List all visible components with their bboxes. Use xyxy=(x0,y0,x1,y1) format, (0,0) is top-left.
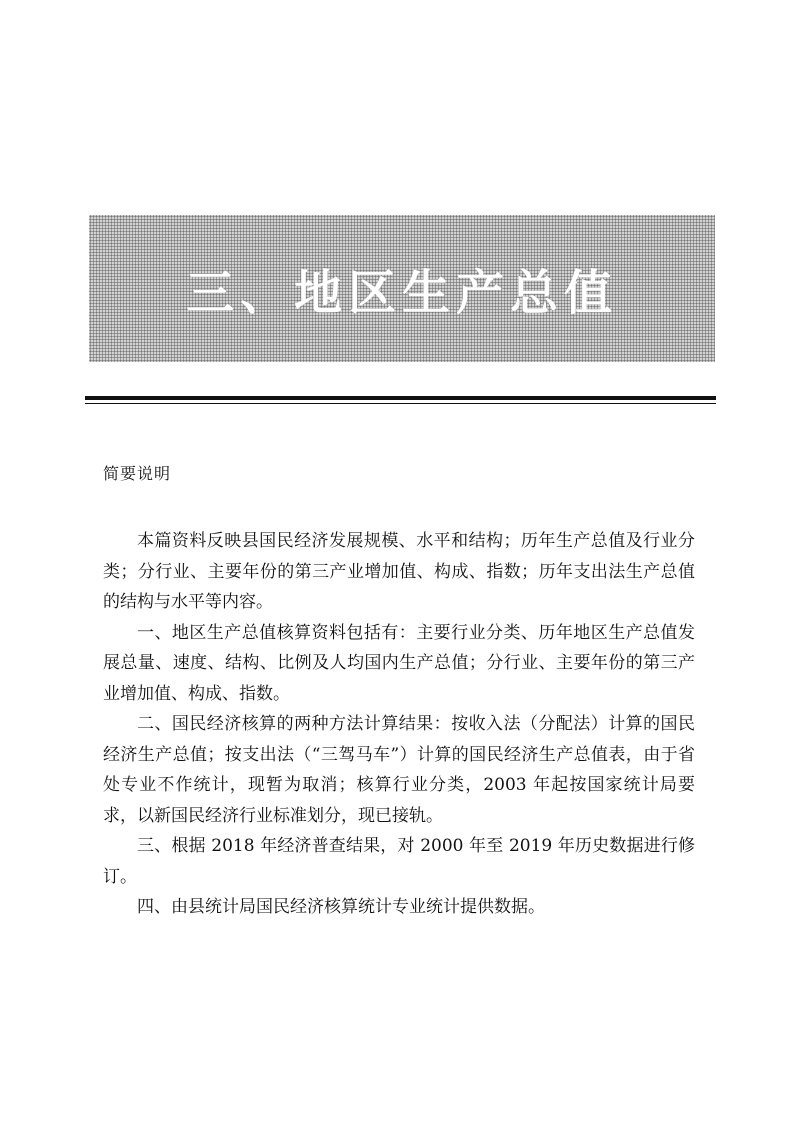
section-heading: 简要说明 xyxy=(103,464,172,483)
paragraph-4: 四、由县统计局国民经济核算统计专业统计提供数据。 xyxy=(137,897,545,917)
paragraph-1: 一、地区生产总值核算资料包括有：主要行业分类、历年地区生产总值发展总量、速度、结构、比例及人均国内生产总值；分行业、主要年份的第三产业增加值、构成、指数。 xyxy=(103,622,695,704)
paragraph-3: 三、根据 2018 年经济普查结果，对 2000 年至 2019 年历史数据进行修订。 xyxy=(103,836,695,887)
body-text xyxy=(103,526,695,923)
paragraph-2: 二、国民经济核算的两种方法计算结果：按收入法（分配法）计算的国民经济生产总值；按支出法（“三驾马车”）计算的国民经济生产总值表，由于省处专业不作统计，现暂为取消；核算行业分类，2003 年起按国家统计局要求，以新国民经济行业标准划分，现已接轨。 xyxy=(103,714,695,826)
chapter-title: 三、地区生产总值 xyxy=(185,265,618,321)
divider-thick xyxy=(85,396,716,400)
chapter-banner xyxy=(89,215,715,362)
divider-thin xyxy=(85,403,716,404)
paragraph-intro: 本篇资料反映县国民经济发展规模、水平和结构；历年生产总值及行业分类；分行业、主要年份的第三产业增加值、构成、指数；历年支出法生产总值的结构与水平等内容。 xyxy=(103,531,695,612)
